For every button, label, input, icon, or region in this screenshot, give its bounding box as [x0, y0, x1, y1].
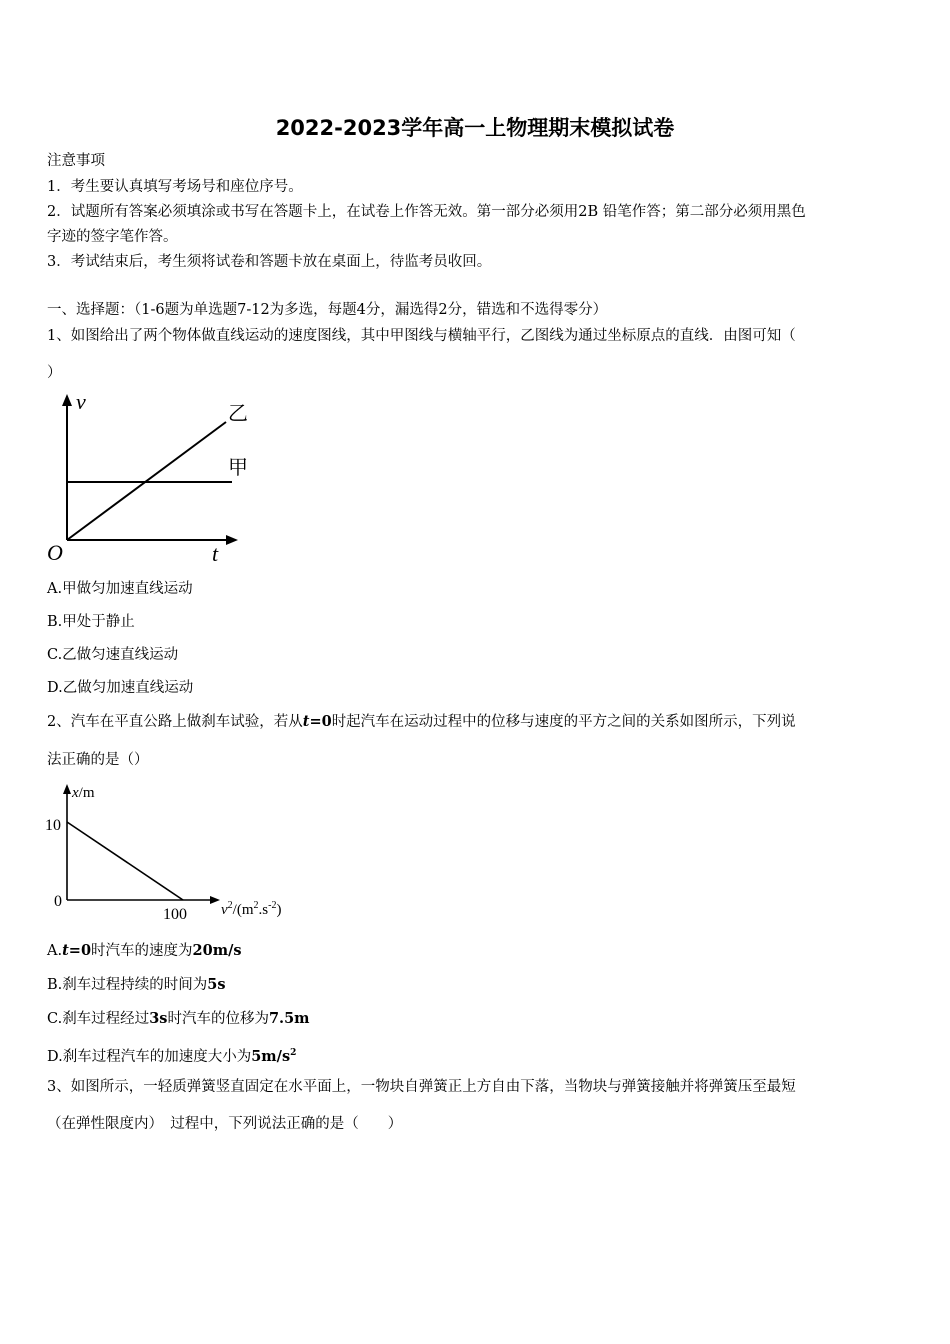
q1-line-jia-label: 甲	[228, 457, 248, 479]
q1-figure	[40, 390, 270, 570]
q1-x-axis-label: t	[212, 541, 219, 566]
page-title: 2022-2023学年高一上物理期末模拟试卷	[275, 116, 675, 140]
q2-option-c: C.刹车过程经过3s时汽车的位移为7.5m	[47, 1010, 310, 1027]
q1-option-b: B.甲处于静止	[47, 614, 135, 630]
q3-stem-cont: （在弹性限度内） 过程中，下列说法正确的是（ ）	[47, 1116, 403, 1132]
q2-y-axis-label: x/m	[72, 785, 95, 801]
q1-option-c: C.乙做匀速直线运动	[47, 647, 179, 663]
notes-item-2: 2．试题所有答案必须填涂或书写在答题卡上，在试卷上作答无效。第一部分必须用2B 铅笔作答；第二部分必须用黑色	[47, 204, 806, 220]
q2-stem: 2、汽车在平直公路上做刹车试验，若从t=0时起汽车在运动过程中的位移与速度的平方之间的关系如图所示，下列说	[47, 713, 796, 730]
q1-option-d: D.乙做匀加速直线运动	[47, 680, 194, 696]
section-heading: 一、选择题：（1-6题为单选题7-12为多选，每题4分，漏选得2分，错选和不选得零分）	[47, 302, 608, 318]
q1-stem: 1、如图给出了两个物体做直线运动的速度图线，其中甲图线与横轴平行，乙图线为通过坐标原点的直线．由图可知（	[47, 328, 796, 344]
q2-x-tick: 100	[163, 906, 187, 923]
q2-y-tick: 10	[45, 817, 61, 834]
q2-figure	[40, 778, 320, 928]
notes-heading: 注意事项	[47, 153, 105, 169]
q1-option-a: A.甲做匀加速直线运动	[47, 581, 193, 597]
q2-line	[67, 822, 183, 900]
q2-x-arrow	[210, 896, 220, 904]
q2-origin-tick: 0	[54, 893, 62, 910]
q1-line-yi-label: 乙	[228, 403, 248, 425]
q2-option-d: D.刹车过程汽车的加速度大小为$5m/s^2$	[47, 1047, 297, 1065]
q1-y-arrow	[62, 394, 72, 406]
q2-stem-cont: 法正确的是（）	[47, 752, 149, 768]
q1-y-axis-label: v	[76, 390, 86, 414]
q3-stem: 3、如图所示，一轻质弹簧竖直固定在水平面上，一物块自弹簧正上方自由下落，当物块与弹簧接触并将弹簧压至最短	[47, 1079, 796, 1095]
q2-option-b: B.刹车过程持续的时间为5s	[47, 976, 226, 993]
q1-origin-label: O	[47, 540, 63, 565]
q1-x-arrow	[226, 535, 238, 545]
q1-stem-close: ）	[47, 365, 62, 381]
notes-item-3: 3．考试结束后，考生须将试卷和答题卡放在桌面上，待监考员收回。	[47, 254, 492, 270]
q2-option-a: A.t=0时汽车的速度为20m/s	[47, 942, 242, 959]
notes-item-1: 1．考生要认真填写考场号和座位序号。	[47, 179, 303, 195]
q2-y-arrow	[63, 784, 71, 794]
notes-item-2-cont: 字迹的签字笔作答。	[47, 229, 178, 245]
q2-x-axis-label: $v^2/(m^2.s^{-2})$	[221, 900, 282, 918]
